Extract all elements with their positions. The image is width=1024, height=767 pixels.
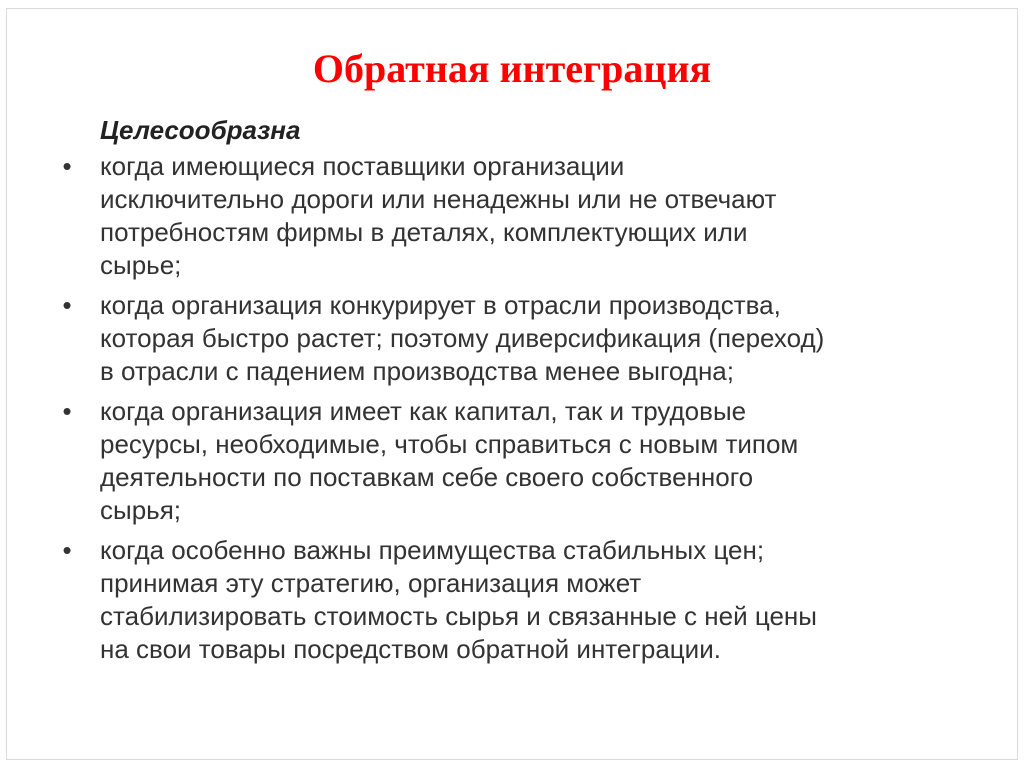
bullet-icon: • bbox=[62, 535, 72, 565]
bullet-text: когда организация имеет как капитал, так и трудовые ресурсы, необходимые, чтобы справиться с новым типом деятельности по поставкам себе своего собственного сырья; bbox=[100, 396, 799, 525]
bullet-icon: • bbox=[62, 396, 72, 426]
bullet-text: когда имеющиеся поставщики организации исключительно дороги или ненадежны или не отвечают потребностям фирмы в деталях, комплектующих или сырье; bbox=[100, 151, 777, 280]
list-item bbox=[0, 534, 1024, 666]
list-item bbox=[0, 395, 1024, 527]
bullet-text: когда особенно важны преимущества стабильных цен; принимая эту стратегию, организация может стабилизировать стоимость сырья и связанные с ней цены на свои товары посредством обратной интеграции. bbox=[100, 535, 817, 664]
bullet-list bbox=[0, 150, 1024, 673]
list-item bbox=[0, 289, 1024, 388]
slide-subtitle: Целесообразна bbox=[100, 115, 301, 145]
slide-title: Обратная интеграция bbox=[312, 46, 712, 91]
list-item bbox=[0, 150, 1024, 282]
bullet-icon: • bbox=[62, 290, 72, 320]
bullet-icon: • bbox=[62, 151, 72, 181]
bullet-text: когда организация конкурирует в отрасли производства, которая быстро растет; поэтому диверсификация (переход) в отрасли с падением производства менее выгодна; bbox=[100, 290, 825, 386]
